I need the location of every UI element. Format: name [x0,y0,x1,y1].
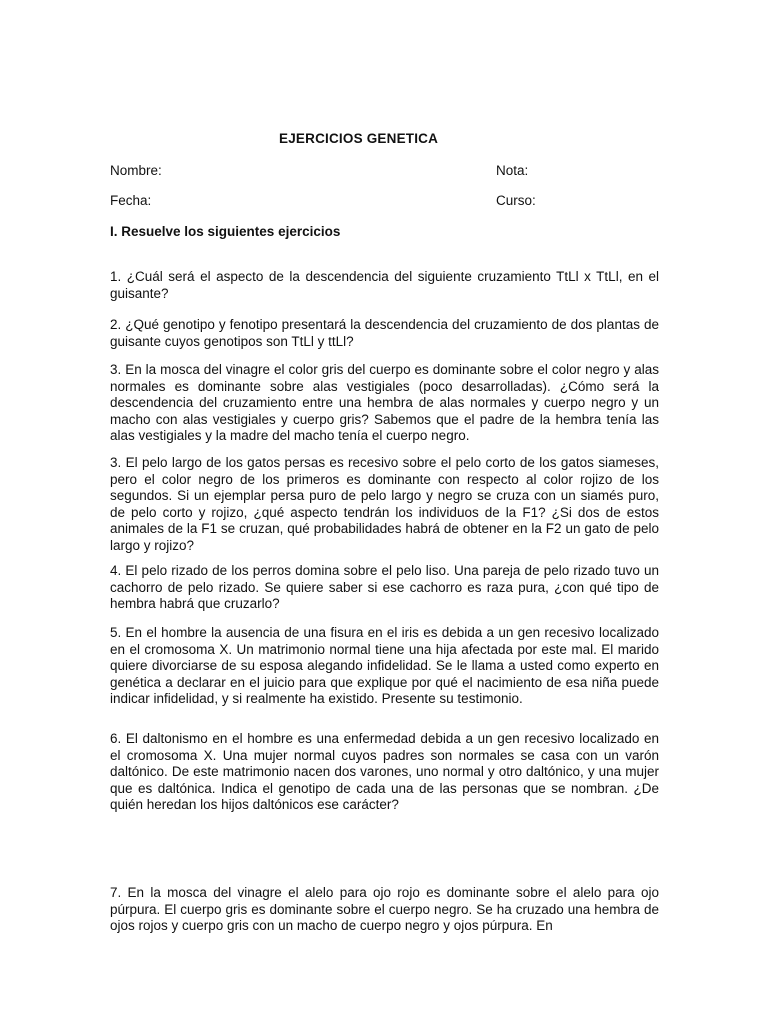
fecha-label: Fecha: [110,193,152,208]
nota-label: Nota: [496,163,529,178]
curso-label: Curso: [496,193,536,208]
exercise-5: 5. En el hombre la ausencia de una fisura en el iris es debida a un gen recesivo localizado en el cromosoma X. Un matrimonio normal tiene una hija afectada por este mal. El marido quiere divorciarse de su esposa alegando infidelidad. Se le llama a usted como experto en genética a declarar en el juicio para que explique por qué el nacimiento de esa niña puede indicar infidelidad, y si realmente ha existido. Presente su testimonio. [110,625,659,707]
nombre-label: Nombre: [110,163,162,178]
exercise-3b: 3. El pelo largo de los gatos persas es recesivo sobre el pelo corto de los gatos siameses, pero el color negro de los primeros es dominante con respecto al color rojizo de los segundos. Si un ejemplar persa puro de pelo largo y negro se cruza con un siamés puro, de pelo corto y rojizo, ¿qué aspecto tendrán los individuos de la F1? ¿Si dos de estos animales de la F1 se cruzan, qué probabilidades habrá de obtener en la F2 un gato de pelo largo y rojizo? [110,455,659,553]
exercise-3a: 3. En la mosca del vinagre el color gris del cuerpo es dominante sobre el color negro y alas normales es dominante sobre alas vestigiales (poco desarrolladas). ¿Cómo será la descendencia del cruzamiento entre una hembra de alas normales y cuerpo negro y un macho con alas vestigiales y cuerpo gris? Sabemos que el padre de la hembra tenía las alas vestigiales y la madre del macho tenía el cuerpo negro. [110,362,659,444]
exercise-7: 7. En la mosca del vinagre el alelo para ojo rojo es dominante sobre el alelo para ojo púrpura. El cuerpo gris es dominante sobre el cuerpo negro. Se ha cruzado una hembra de ojos rojos y cuerpo gris con un macho de cuerpo negro y ojos púrpura. En [110,885,659,934]
section-heading: I. Resuelve los siguientes ejercicios [110,224,341,239]
page-title: EJERCICIOS GENETICA [279,131,439,146]
exercise-6: 6. El daltonismo en el hombre es una enfermedad debida a un gen recesivo localizado en el cromosoma X. Una mujer normal cuyos padres son normales se casa con un varón daltónico. De este matrimonio nacen dos varones, uno normal y otro daltónico, y una mujer que es daltónica. Indica el genotipo de cada una de las personas que se nombran. ¿De quién heredan los hijos daltónicos ese carácter? [110,731,659,813]
exercise-4: 4. El pelo rizado de los perros domina sobre el pelo liso. Una pareja de pelo rizado tuvo un cachorro de pelo rizado. Se quiere saber si ese cachorro es raza pura, ¿con qué tipo de hembra habrá que cruzarlo? [110,563,659,612]
exercise-1: 1. ¿Cuál será el aspecto de la descendencia del siguiente cruzamiento TtLl x TtLl, en el guisante? [110,269,659,301]
exercise-2: 2. ¿Qué genotipo y fenotipo presentará la descendencia del cruzamiento de dos plantas de guisante cuyos genotipos son TtLl y ttLl? [110,317,659,349]
